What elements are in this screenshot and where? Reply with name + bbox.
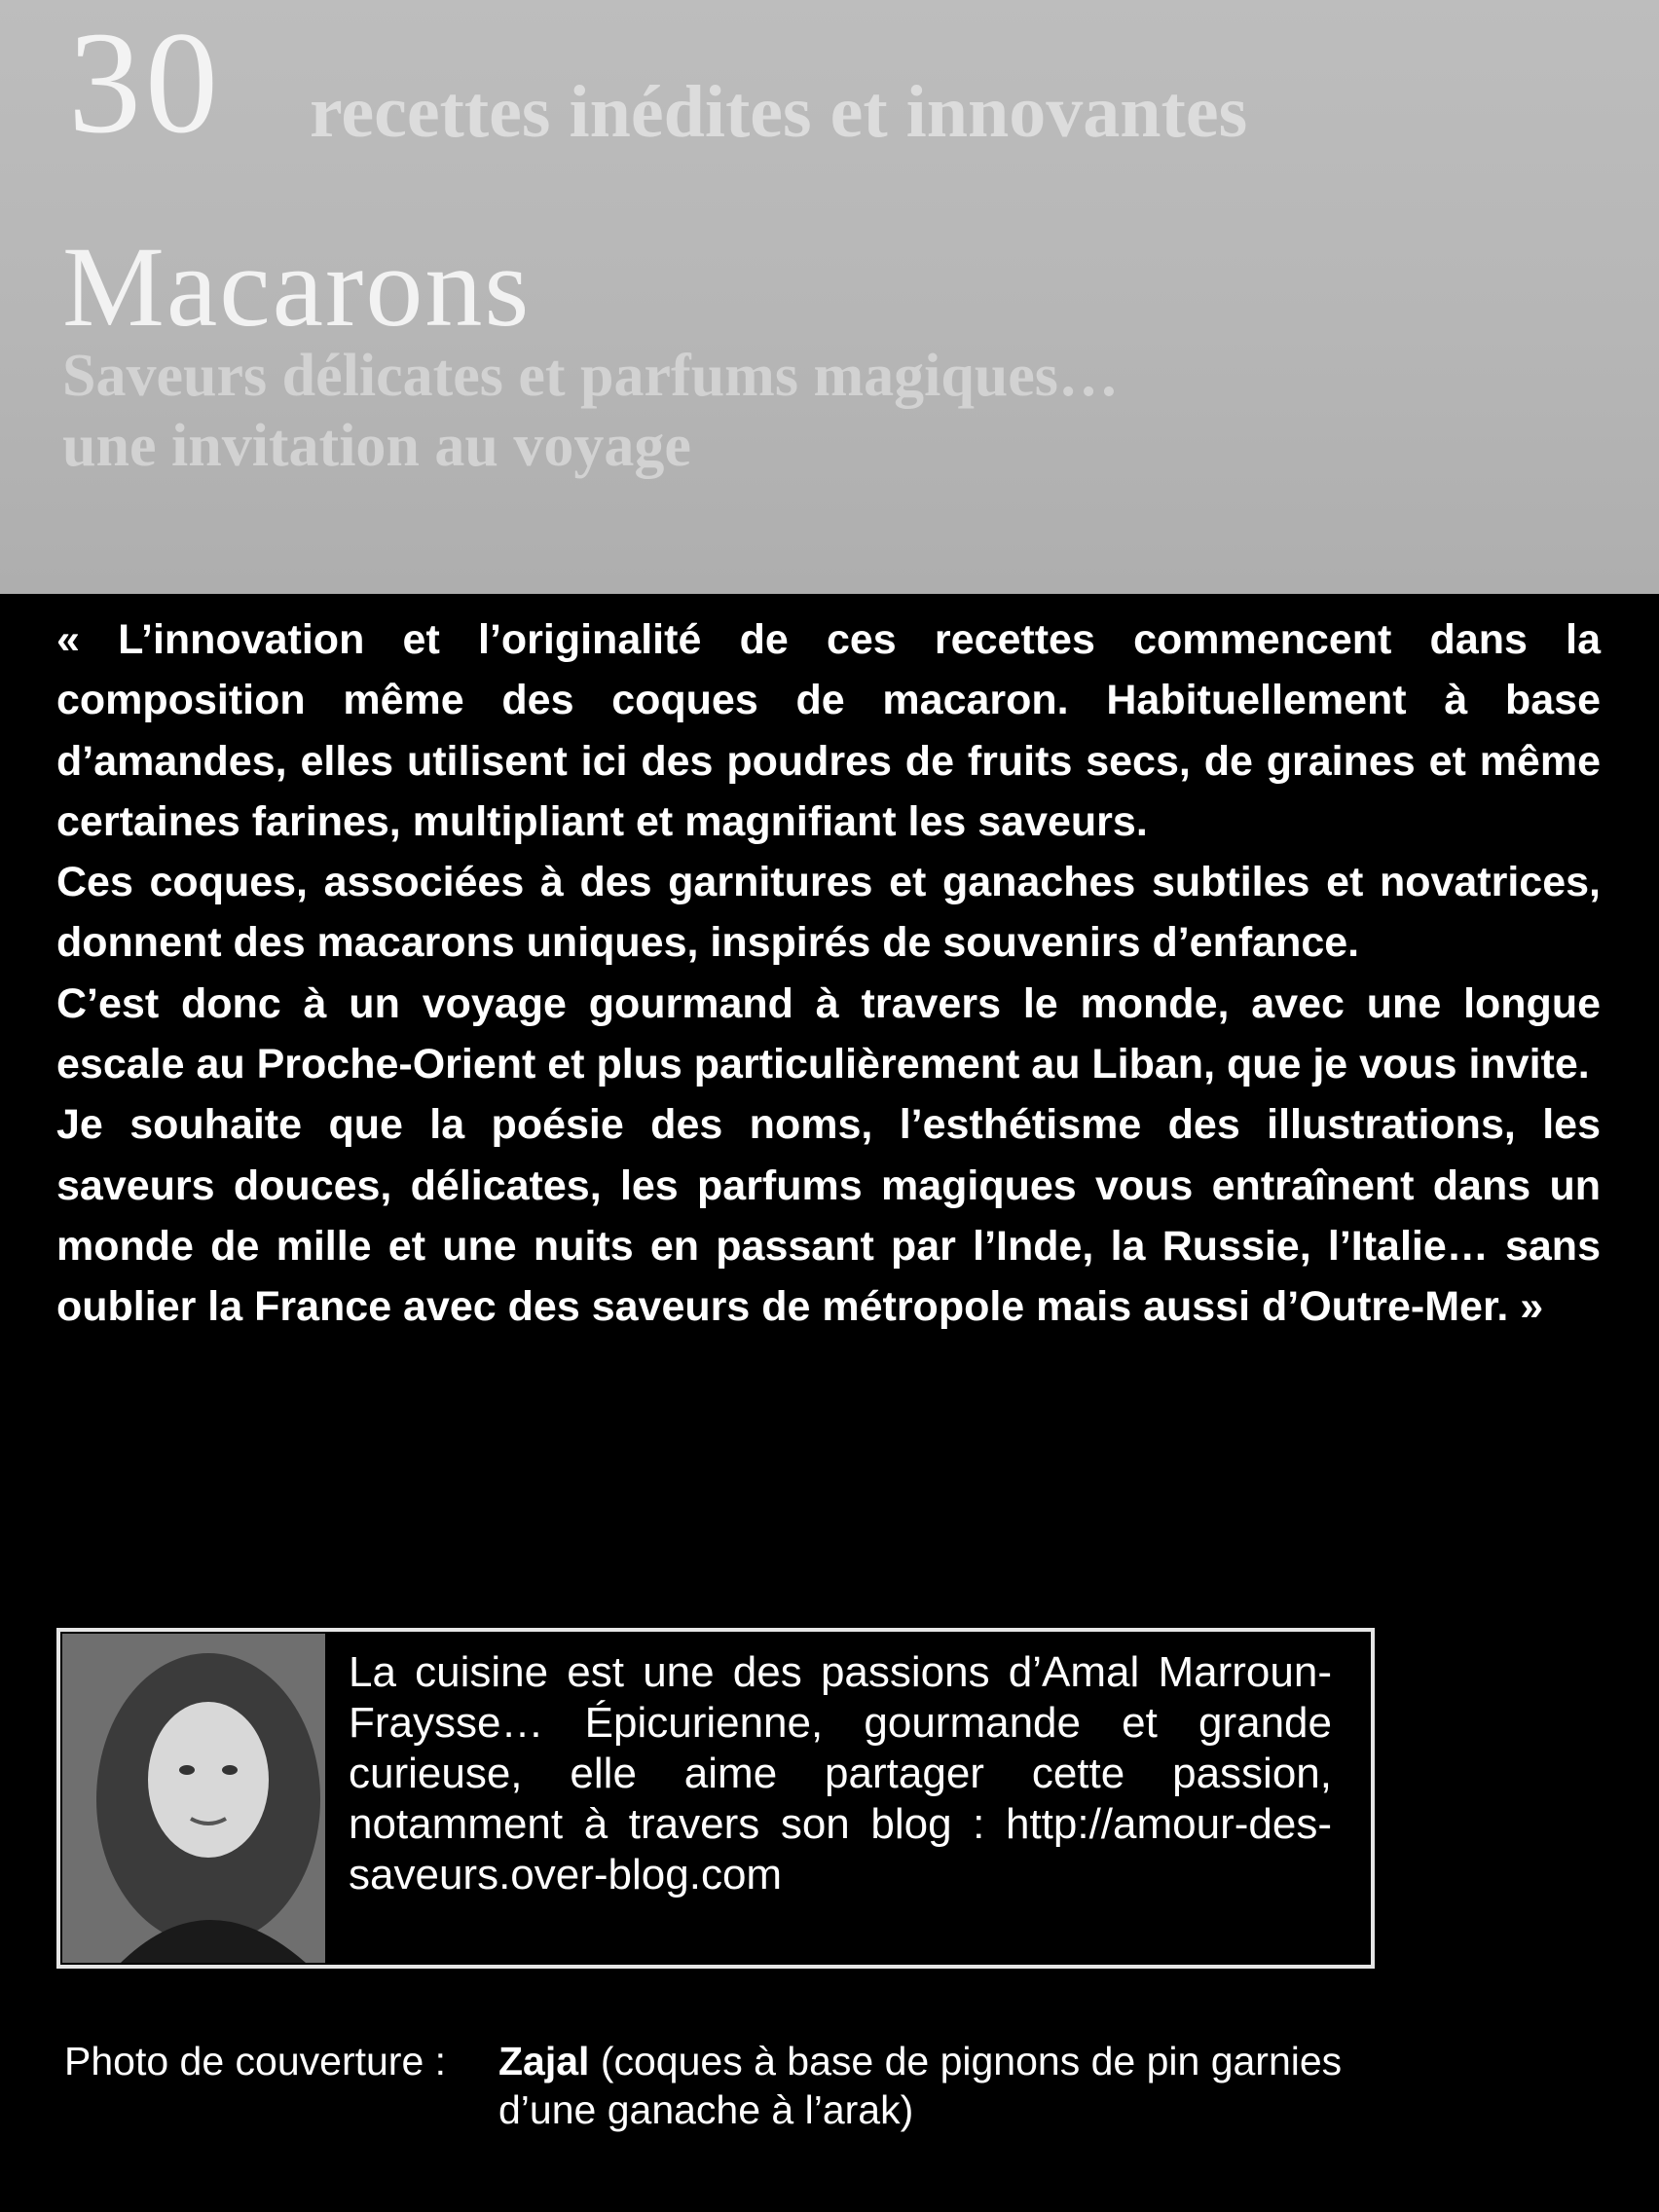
- dish-description: (coques à base de pignons de pin garnies d’une ganache à l’arak): [498, 2039, 1343, 2132]
- author-box: [56, 1628, 1375, 1969]
- blurb-paragraph-4: Je souhaite que la poésie des noms, l’esthétisme des illustrations, les saveurs douces, délicates, les parfums magiques vous entraînent dans un monde de mille et une nuits en passant par l’Inde, la Russie, l’Italie… sans oublier la France avec des saveurs de métropole mais aussi d’Outre-Mer. »: [56, 1101, 1601, 1331]
- tagline-line-1: Saveurs délicates et parfums magiques…: [62, 343, 1119, 409]
- subtitle: recettes inédites et innovantes: [310, 71, 1248, 153]
- author-photo: [62, 1634, 325, 1963]
- blurb-paragraph-2: Ces coques, associées à des garnitures et ganaches subtiles et novatrices, donnent des macarons uniques, inspirés de souvenirs d’enfance.: [56, 859, 1601, 967]
- cover-header: [0, 0, 1659, 594]
- blurb-paragraph-1: « L’innovation et l’originalité de ces recettes commencent dans la composition même des coques de macaron. Habituellement à base d’amandes, elles utilisent ici des poudres de fruits secs, de graines et même certaines farines, multipliant et magnifiant les saveurs.: [56, 616, 1601, 845]
- blurb: [56, 609, 1601, 1338]
- dish-name: Zajal: [498, 2039, 590, 2083]
- tagline: [62, 341, 1119, 481]
- blog-link[interactable]: http://amour-des-saveurs.over-blog.com: [349, 1800, 1332, 1899]
- author-bio: [349, 1647, 1332, 1900]
- author-portrait-icon: [62, 1634, 325, 1963]
- recipe-count: 30: [68, 2, 222, 164]
- author-bio-text: La cuisine est une des passions d’Amal Marroun-Fraysse… Épicurienne, gourmande et grande curieuse, elle aime partager cette passion, notamment à travers son blog :: [349, 1648, 1332, 1848]
- credit-value: [498, 2037, 1375, 2134]
- tagline-line-2: une invitation au voyage: [62, 413, 691, 479]
- credit-label: Photo de couverture :: [64, 2039, 447, 2083]
- book-title: Macarons: [62, 223, 532, 350]
- blurb-paragraph-3: C’est donc à un voyage gourmand à travers le monde, avec une longue escale au Proche-Orient et plus particulièrement au Liban, que je vous invite.: [56, 979, 1601, 1088]
